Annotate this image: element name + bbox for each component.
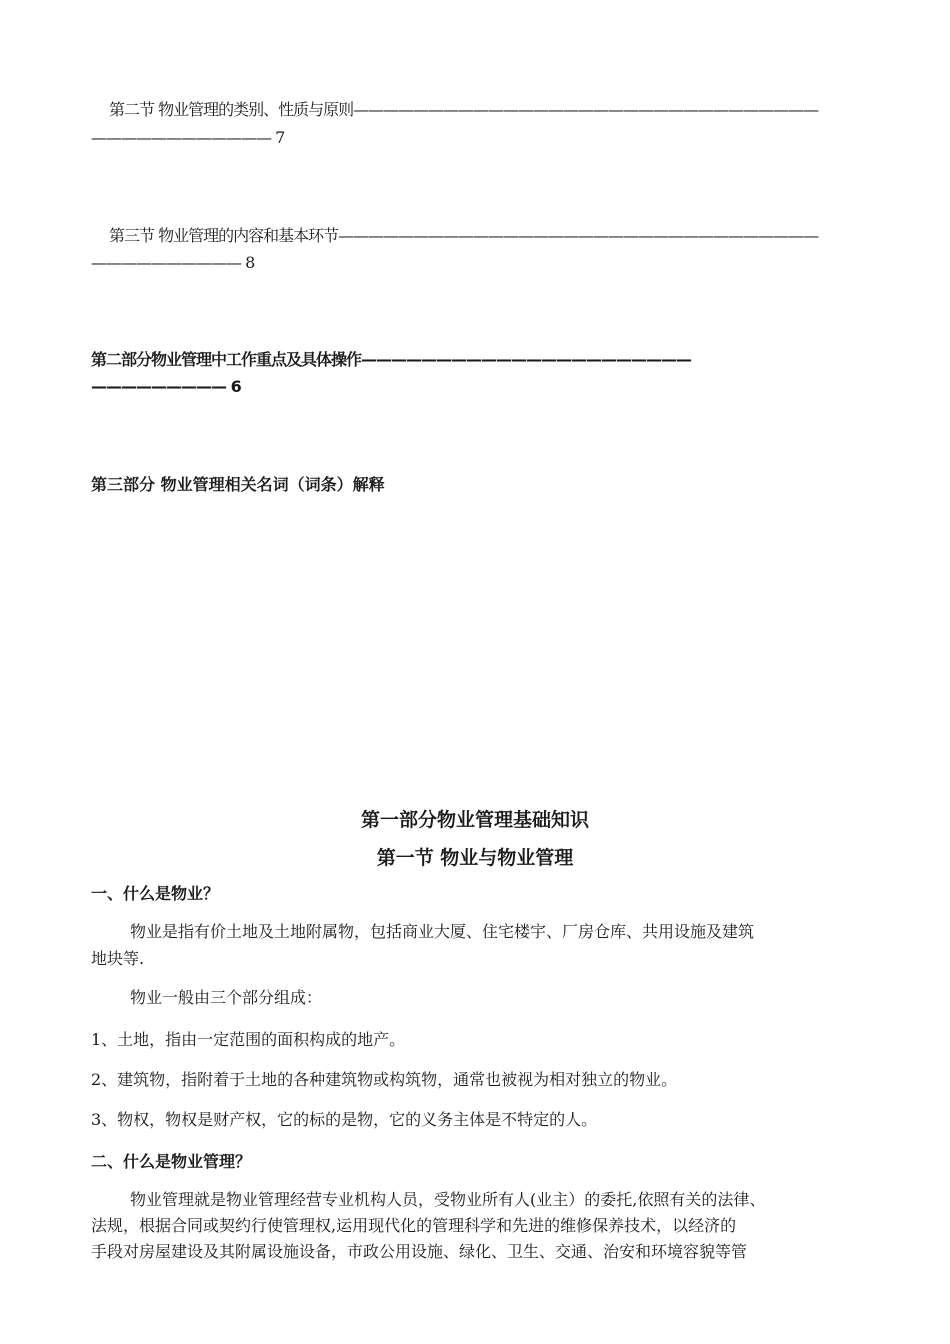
list-item: 3、物权，物权是财产权，它的标的是物，它的义务主体是不特定的人。 xyxy=(91,1110,598,1129)
paragraph-line: 物业是指有价土地及土地附属物，包括商业大厦、住宅楼宇、厂房仓库、共用设施及建筑 xyxy=(130,922,755,941)
question-heading-2: 二、什么是物业管理？ xyxy=(91,1152,252,1171)
toc-entry-section-2[interactable]: 第二节 物业管理的类别、性质与原则——————————————————————————————— xyxy=(109,100,819,119)
paragraph-line: 法规，根据合同或契约行使管理权,运用现代化的管理科学和先进的维修保养技术，以经济的 xyxy=(91,1216,737,1235)
toc-entry-part-2-page: ————————— 6 xyxy=(91,377,241,396)
list-item: 1、土地，指由一定范围的面积构成的地产。 xyxy=(91,1030,406,1049)
toc-entry-part-3[interactable]: 第三部分 物业管理相关名词（词条）解释 xyxy=(91,475,385,494)
toc-entry-section-3-page: —————————— 8 xyxy=(91,253,255,272)
toc-entry-part-2[interactable]: 第二部分物业管理中工作重点及具体操作—————————————————————— xyxy=(91,350,692,369)
toc-entry-section-2-page: ———————————— 7 xyxy=(91,128,285,147)
paragraph-line: 手段对房屋建设及其附属设施设备，市政公用设施、绿化、卫生、交通、治安和环境容貌等管 xyxy=(91,1242,748,1261)
toc-entry-section-3[interactable]: 第三节 物业管理的内容和基本环节———————————————————————————————— xyxy=(109,226,819,245)
paragraph-line: 物业一般由三个部分组成： xyxy=(130,988,323,1007)
paragraph-line: 物业管理就是物业管理经营专业机构人员，受物业所有人(业主）的委托,依照有关的法律、 xyxy=(130,1190,766,1209)
list-item: 2、建筑物，指附着于土地的各种建筑物或构筑物，通常也被视为相对独立的物业。 xyxy=(91,1070,678,1089)
section-title: 第一节 物业与物业管理 xyxy=(376,847,574,869)
part-title: 第一部分物业管理基础知识 xyxy=(360,809,589,831)
paragraph-line: 地块等. xyxy=(91,949,145,968)
question-heading-1: 一、什么是物业？ xyxy=(91,884,220,903)
